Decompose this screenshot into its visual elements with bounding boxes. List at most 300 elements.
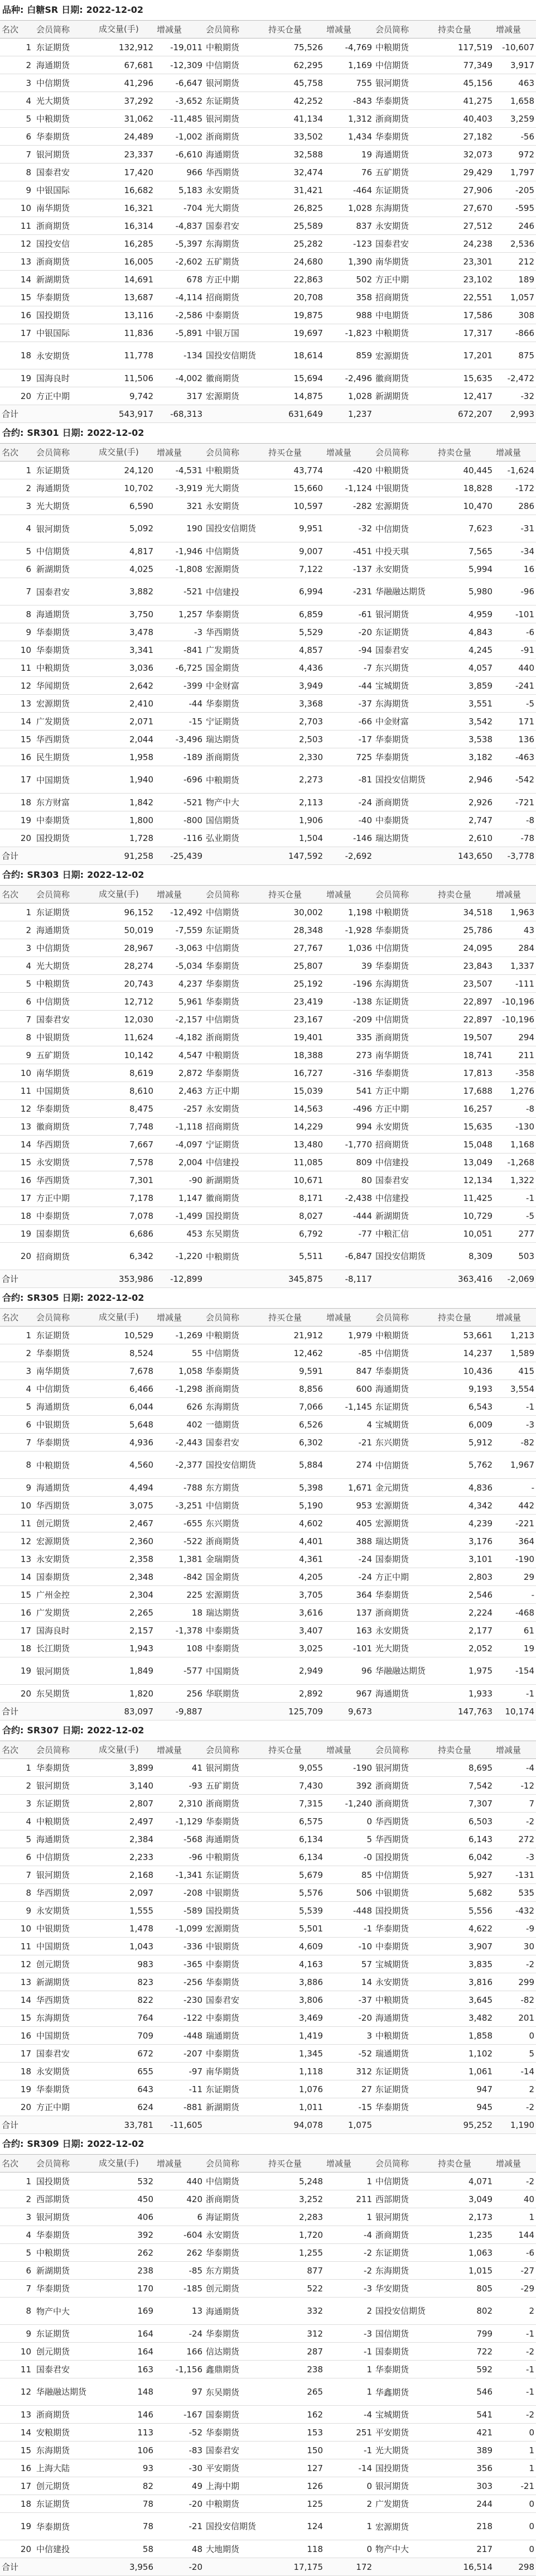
table-cell: 华融融达期货 [35, 2378, 97, 2406]
table-row [0, 1327, 536, 1344]
table-cell: 7 [0, 578, 35, 605]
table-cell: -282 [325, 497, 374, 515]
table-cell: 中粮期货 [374, 462, 436, 479]
table-cell: 125 [267, 2495, 325, 2513]
table-cell: -101 [494, 605, 536, 623]
table-cell: 9 [0, 623, 35, 641]
table-cell: 967 [325, 1685, 374, 1703]
table-cell: 4,436 [267, 659, 325, 677]
table-cell: 国投期货 [374, 1848, 436, 1866]
table-cell: -30 [155, 2459, 204, 2477]
column-header: 名次 [0, 21, 35, 39]
table-cell: 五矿期货 [204, 253, 267, 271]
table-cell: 2,304 [97, 1586, 155, 1604]
table-cell: 27 [325, 2080, 374, 2098]
table-cell: 284 [494, 939, 536, 957]
table-cell: 5,961 [155, 993, 204, 1011]
table-cell: 16,285 [97, 235, 155, 253]
table-cell: 国泰君安 [35, 164, 97, 181]
table-cell: 24,680 [267, 253, 325, 271]
table-cell: 1 [0, 462, 35, 479]
total-cell: 16,514 [436, 2558, 494, 2576]
column-header: 会员简称 [204, 886, 267, 903]
table-cell: 19 [0, 369, 35, 387]
table-cell: 中信期货 [374, 2173, 436, 2190]
table-cell: -21 [494, 2477, 536, 2495]
table-cell: 1,958 [97, 748, 155, 766]
table-cell: 2,892 [267, 1685, 325, 1703]
table-cell: 中银万国 [204, 324, 267, 342]
table-row [0, 515, 536, 542]
table-row [0, 1362, 536, 1380]
table-cell: 中银期货 [204, 1938, 267, 1955]
table-cell: 永安期货 [35, 1550, 97, 1568]
table-cell: 1,255 [267, 2244, 325, 2262]
table-cell: -1,499 [155, 1207, 204, 1225]
table-cell: -521 [155, 794, 204, 811]
table-cell: 4,163 [267, 1955, 325, 1973]
table-cell: 48 [155, 2540, 204, 2558]
table-cell: 方正中期 [204, 1082, 267, 1100]
table-row [0, 1640, 536, 1657]
table-cell: 2,926 [436, 794, 494, 811]
table-cell: 华泰期货 [374, 1586, 436, 1604]
table-cell: 中信期货 [374, 1452, 436, 1479]
table-cell: -696 [155, 766, 204, 794]
table-cell: 华泰期货 [374, 2361, 436, 2378]
table-cell: 8,856 [267, 1380, 325, 1398]
table-cell: 22,897 [436, 993, 494, 1011]
table-cell: -4,002 [155, 369, 204, 387]
table-cell: -37 [325, 695, 374, 713]
section-header [0, 865, 536, 886]
table-cell: 420 [155, 2190, 204, 2208]
total-cell: 合计 [0, 405, 35, 423]
table-cell: 1,337 [494, 957, 536, 975]
table-row [0, 2513, 536, 2540]
table-cell: 983 [97, 1955, 155, 1973]
table-cell: 华泰期货 [35, 1100, 97, 1118]
table-cell: 503 [494, 1243, 536, 1270]
table-cell: 徽商期货 [374, 369, 436, 387]
table-cell: 华闻期货 [35, 677, 97, 695]
table-cell: 中金财富 [204, 677, 267, 695]
column-header: 增减量 [494, 21, 536, 39]
table-cell: 浙商期货 [35, 253, 97, 271]
table-cell: 14 [325, 1973, 374, 1991]
table-cell: 银河期货 [35, 1866, 97, 1884]
section-header-value: SR309 [27, 2138, 59, 2149]
table-cell: 东证期货 [204, 921, 267, 939]
table-cell: -205 [494, 181, 536, 199]
table-cell: 瑞达期货 [374, 1532, 436, 1550]
table-cell: 浙商期货 [204, 128, 267, 146]
table-cell: 6 [0, 128, 35, 146]
table-cell: 13,116 [97, 306, 155, 324]
table-cell: 14,563 [267, 1100, 325, 1118]
table-cell: 26,825 [267, 199, 325, 217]
table-cell: 1,061 [436, 2063, 494, 2080]
table-cell: 中信期货 [374, 1344, 436, 1362]
table-cell: 421 [436, 2424, 494, 2442]
total-cell: -12,899 [155, 1270, 204, 1288]
table-cell: 6,590 [97, 497, 155, 515]
table-cell: 405 [325, 1515, 374, 1532]
table-cell: 67,681 [97, 56, 155, 74]
table-cell: 国投期货 [35, 2173, 97, 2190]
column-header: 增减量 [155, 886, 204, 903]
table-cell: 19 [0, 2513, 35, 2540]
table-cell: -196 [325, 975, 374, 993]
table-cell: -14 [494, 2063, 536, 2080]
table-cell: 3,469 [267, 2009, 325, 2027]
table-cell: -61 [325, 605, 374, 623]
table-cell: 4,245 [436, 641, 494, 659]
table-cell: 宏源期货 [374, 1515, 436, 1532]
table-cell: 瑞达期货 [204, 1604, 267, 1622]
table-cell: 中粮期货 [374, 1991, 436, 2009]
table-row [0, 1759, 536, 1777]
table-cell: 国泰君安 [204, 1434, 267, 1452]
table-cell: 217 [436, 2540, 494, 2558]
table-cell: 1,728 [97, 829, 155, 847]
table-cell: 3,705 [267, 1586, 325, 1604]
table-cell: 3 [0, 497, 35, 515]
table-cell: 5 [0, 975, 35, 993]
table-cell: 14,875 [267, 387, 325, 405]
column-header: 增减量 [325, 21, 374, 39]
table-cell: 东海期货 [204, 235, 267, 253]
table-cell: 永安期货 [204, 497, 267, 515]
table-cell: 13,049 [436, 1154, 494, 1171]
table-cell: 招商期货 [35, 1243, 97, 1270]
section-header-value: 2022-12-02 [87, 1725, 144, 1736]
table-cell: 5 [325, 1830, 374, 1848]
table-row [0, 2226, 536, 2244]
table-cell: 平安期货 [374, 2424, 436, 2442]
table-cell: 海通期货 [35, 479, 97, 497]
table-cell: -3 [325, 2280, 374, 2298]
table-cell: 广发期货 [35, 1604, 97, 1622]
table-row [0, 2009, 536, 2027]
table-cell: 中银期货 [35, 1920, 97, 1938]
table-cell: 中泰期货 [35, 1207, 97, 1225]
table-cell: -172 [494, 479, 536, 497]
table-cell: 19,875 [267, 306, 325, 324]
table-cell: -90 [155, 1171, 204, 1189]
table-cell: 12,417 [436, 387, 494, 405]
table-cell: 1,842 [97, 794, 155, 811]
table-cell: 624 [97, 2098, 155, 2116]
table-cell: 672 [97, 2045, 155, 2063]
table-row [0, 1154, 536, 1171]
table-cell: 4,494 [97, 1479, 155, 1497]
table-cell: 27,512 [436, 217, 494, 235]
table-cell: 10 [0, 1064, 35, 1082]
table-row [0, 695, 536, 713]
table-cell: 7,066 [267, 1398, 325, 1416]
table-cell: 中银国际 [35, 181, 97, 199]
table-cell: 5,648 [97, 1416, 155, 1434]
table-cell: 10 [0, 1497, 35, 1515]
table-cell: -2,602 [155, 253, 204, 271]
table-cell: 东证期货 [35, 1327, 97, 1344]
table-cell: -24 [325, 1550, 374, 1568]
table-header-row [0, 1741, 536, 1759]
table-cell: 7,542 [436, 1777, 494, 1795]
table-cell: 358 [325, 289, 374, 306]
table-cell: 中粮期货 [204, 1848, 267, 1866]
table-cell: 2,233 [97, 1848, 155, 1866]
table-cell: 华泰期货 [35, 2280, 97, 2298]
table-cell: 945 [436, 2098, 494, 2116]
total-cell [35, 405, 97, 423]
table-cell: 41,134 [267, 110, 325, 128]
table-cell: 166 [155, 2343, 204, 2361]
table-row [0, 2045, 536, 2063]
table-cell: -842 [155, 1568, 204, 1586]
table-cell: 中粮期货 [35, 1452, 97, 1479]
table-cell: 国投安信 [35, 235, 97, 253]
table-cell: 3 [0, 2208, 35, 2226]
table-cell: 中粮汇信 [374, 1225, 436, 1243]
section-header-key: 品种: [2, 4, 24, 15]
table-cell: 海通期货 [204, 1830, 267, 1848]
table-cell: 2,949 [267, 1657, 325, 1685]
column-header: 增减量 [155, 21, 204, 39]
table-cell: 8,610 [97, 1082, 155, 1100]
table-cell: 中信建投 [204, 578, 267, 605]
table-cell: 30,002 [267, 903, 325, 921]
table-row [0, 199, 536, 217]
table-cell: 东吴期货 [204, 2378, 267, 2406]
table-cell: 20 [0, 2540, 35, 2558]
table-cell: 中泰期货 [204, 2045, 267, 2063]
table-cell: 12 [0, 2378, 35, 2406]
total-cell: 3,956 [97, 2558, 155, 2576]
table-row [0, 1902, 536, 1920]
table-cell: -589 [155, 1902, 204, 1920]
total-cell: 94,078 [267, 2116, 325, 2134]
table-cell: -1,124 [325, 479, 374, 497]
table-row [0, 903, 536, 921]
table-cell: 华泰期货 [204, 1064, 267, 1082]
table-cell: 华泰期货 [35, 623, 97, 641]
table-cell: 20 [0, 1243, 35, 1270]
table-cell: 8,695 [436, 1759, 494, 1777]
table-cell: 华融融达期货 [374, 578, 436, 605]
table-row [0, 289, 536, 306]
table-row [0, 939, 536, 957]
table-cell: 东证期货 [204, 2080, 267, 2098]
table-cell: 859 [325, 342, 374, 369]
table-cell: 1,967 [494, 1452, 536, 1479]
table-cell: 3,025 [267, 1640, 325, 1657]
table-cell: 0 [494, 2513, 536, 2540]
table-cell: 20,708 [267, 289, 325, 306]
table-cell: 1,043 [97, 1938, 155, 1955]
table-cell: 251 [325, 2424, 374, 2442]
table-cell: 3 [325, 2027, 374, 2045]
table-cell: 169 [97, 2298, 155, 2325]
total-cell: 125,709 [267, 1703, 325, 1720]
table-cell: 16,005 [97, 253, 155, 271]
column-header: 持买仓量 [267, 2155, 325, 2173]
table-cell: 9 [0, 181, 35, 199]
table-cell: 18 [0, 2495, 35, 2513]
table-cell: -1,378 [155, 1622, 204, 1640]
table-cell: -2,157 [155, 1011, 204, 1029]
table-cell: 方正中期 [374, 1100, 436, 1118]
column-header: 增减量 [155, 2155, 204, 2173]
table-cell: 144 [494, 2226, 536, 2244]
column-header: 名次 [0, 1741, 35, 1759]
table-cell: 10,470 [436, 497, 494, 515]
table-cell: 55 [155, 1344, 204, 1362]
table-cell: 中信期货 [374, 1866, 436, 1884]
table-cell: 新湖期货 [35, 271, 97, 289]
table-cell: 南华期货 [35, 1064, 97, 1082]
table-row [0, 1497, 536, 1515]
table-cell: 265 [267, 2378, 325, 2406]
table-cell: -1,145 [325, 1398, 374, 1416]
column-header: 会员简称 [204, 21, 267, 39]
table-cell: 541 [325, 1082, 374, 1100]
table-row [0, 324, 536, 342]
table-row [0, 2080, 536, 2098]
column-header: 增减量 [325, 2155, 374, 2173]
table-cell: -881 [155, 2098, 204, 2116]
table-cell: 中泰期货 [204, 1640, 267, 1657]
table-cell: 4,622 [436, 1920, 494, 1938]
table-cell: 4 [0, 1380, 35, 1398]
table-cell: 新湖期货 [204, 2098, 267, 2116]
column-header: 会员简称 [374, 1741, 436, 1759]
table-cell: -1,156 [155, 2361, 204, 2378]
table-cell: 浙商期货 [35, 217, 97, 235]
table-cell: 4,547 [155, 1046, 204, 1064]
table-cell: 中粮期货 [204, 462, 267, 479]
table-cell: 15 [0, 2442, 35, 2459]
table-cell: 华泰期货 [204, 605, 267, 623]
table-cell: 1,858 [436, 2027, 494, 2045]
table-cell: 东证期货 [374, 993, 436, 1011]
section-header [0, 1288, 536, 1309]
table-cell: -1,118 [155, 1118, 204, 1136]
table-cell: 1 [0, 1327, 35, 1344]
table-cell: 9 [0, 1479, 35, 1497]
table-cell: -468 [494, 1604, 536, 1622]
table-row [0, 957, 536, 975]
table-cell: 3,368 [267, 695, 325, 713]
table-cell: 物产中大 [374, 2540, 436, 2558]
table-cell: 1 [494, 2459, 536, 2477]
total-cell [374, 2116, 436, 2134]
table-cell: 972 [494, 146, 536, 164]
table-cell: 宁证期货 [204, 1136, 267, 1154]
table-cell: 9 [0, 2325, 35, 2343]
table-cell: -1 [325, 2343, 374, 2361]
table-cell: -2,438 [325, 1189, 374, 1207]
table-cell: 海通期货 [204, 146, 267, 164]
table-cell: 7,678 [97, 1362, 155, 1380]
table-cell: 722 [436, 2343, 494, 2361]
table-cell: 中国期货 [35, 1082, 97, 1100]
table-cell: 2,044 [97, 730, 155, 748]
table-cell: 0 [494, 2027, 536, 2045]
table-cell: 广发期货 [204, 641, 267, 659]
table-cell: 中粮期货 [204, 1046, 267, 1064]
table-cell: -788 [155, 1479, 204, 1497]
table-cell: 2 [494, 2298, 536, 2325]
table-cell: 1,820 [97, 1685, 155, 1703]
table-row [0, 1416, 536, 1434]
table-cell: 13 [0, 2406, 35, 2424]
table-cell: 6 [0, 560, 35, 578]
table-cell: 国泰君安 [374, 235, 436, 253]
table-cell: 13 [155, 2298, 204, 2325]
table-cell: -1 [494, 2361, 536, 2378]
table-cell: 127 [267, 2459, 325, 2477]
table-cell: 中粮期货 [35, 2244, 97, 2262]
table-cell: - [494, 1479, 536, 1497]
table-cell: 浙商期货 [35, 2406, 97, 2424]
table-cell: 华泰期货 [374, 128, 436, 146]
table-cell: 16 [0, 306, 35, 324]
table-cell: 11 [0, 1515, 35, 1532]
table-header-row [0, 444, 536, 462]
table-cell: 16,682 [97, 181, 155, 199]
table-cell: 海通期货 [374, 146, 436, 164]
table-cell: -3,496 [155, 730, 204, 748]
table-cell: -655 [155, 1515, 204, 1532]
table-cell: 海通期货 [35, 605, 97, 623]
table-cell: 163 [97, 2361, 155, 2378]
total-cell [35, 1703, 97, 1720]
table-row [0, 387, 536, 405]
table-cell: -44 [325, 677, 374, 695]
table-cell: 312 [325, 2063, 374, 2080]
table-cell: 85 [325, 1866, 374, 1884]
table-row [0, 1243, 536, 1270]
table-cell: 2,467 [97, 1515, 155, 1532]
section-header-value: SR301 [27, 427, 59, 438]
table-cell: 1,797 [494, 164, 536, 181]
table-cell: 0 [494, 2495, 536, 2513]
table-cell: -3,652 [155, 92, 204, 110]
table-cell: -4,114 [155, 289, 204, 306]
table-cell: 1,504 [267, 829, 325, 847]
table-cell: 1 [0, 1759, 35, 1777]
table-cell: 中银期货 [374, 1884, 436, 1902]
table-cell: 17 [0, 324, 35, 342]
table-cell: 40,445 [436, 462, 494, 479]
table-cell: 国泰期货 [374, 2343, 436, 2361]
table-cell: 3,806 [267, 1991, 325, 2009]
table-cell: 瑞通期货 [204, 2027, 267, 2045]
table-cell: 4,609 [267, 1938, 325, 1955]
table-cell: 中粮期货 [204, 766, 267, 794]
table-cell: 10,597 [267, 497, 325, 515]
table-cell: -1 [325, 2442, 374, 2459]
table-row [0, 2361, 536, 2378]
table-cell: 华西期货 [35, 1136, 97, 1154]
table-cell: -207 [155, 2045, 204, 2063]
table-cell: -800 [155, 811, 204, 829]
table-cell: 966 [155, 164, 204, 181]
table-cell: 华泰期货 [374, 1920, 436, 1938]
table-cell: 18 [0, 794, 35, 811]
